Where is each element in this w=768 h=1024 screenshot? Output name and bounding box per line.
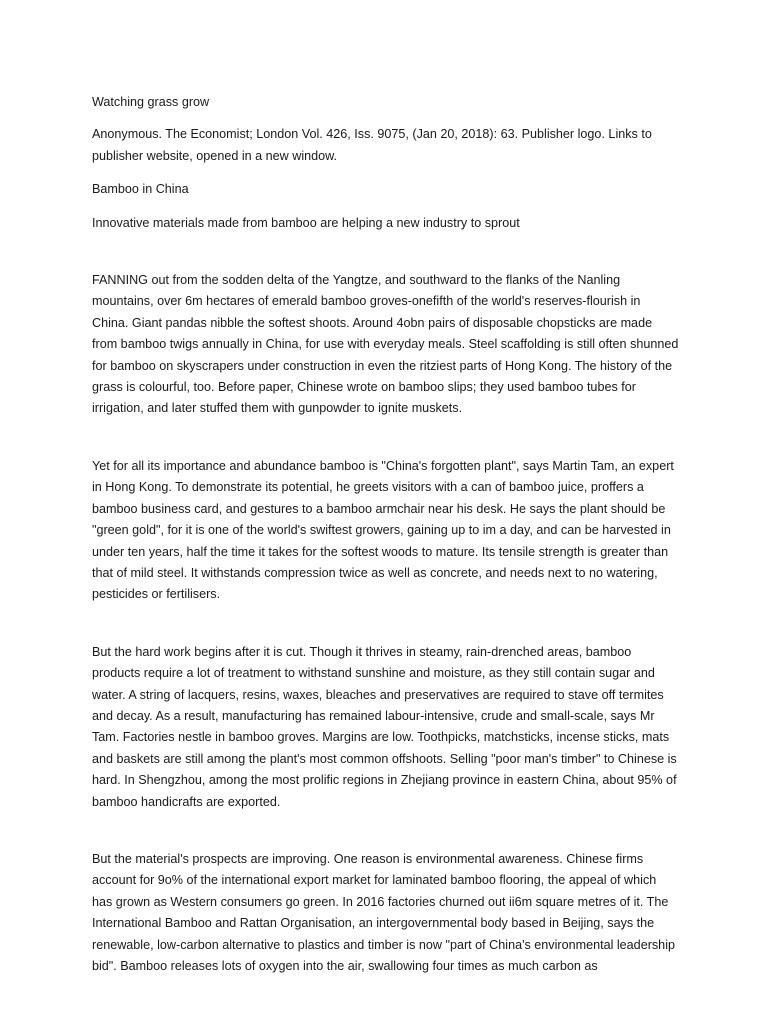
article-citation: Anonymous. The Economist; London Vol. 426, Iss. 9075, (Jan 20, 2018): 63. Publisher logo. Links to publisher website, opened in a new window.	[92, 127, 652, 163]
section-heading: Bamboo in China	[92, 182, 189, 197]
paragraph-1: FANNING out from the sodden delta of the Yangtze, and southward to the flanks of the Nanling mountains, over 6m hectares of emerald bamboo groves-onefifth of the world's reserves-flourish in China. Giant pandas nibble the softest shoots. Around 4obn pairs of disposable chopsticks are made from bamboo twigs annually in China, for use with everyday meals. Steel scaffolding is still often shunned for bamboo on skyscrapers under construction in even the ritziest parts of Hong Kong. The history of the grass is colourful, too. Before paper, Chinese wrote on bamboo slips; they used bamboo tubes for irrigation, and later stuffed them with gunpowder to ignite muskets.	[92, 273, 679, 416]
article-title: Watching grass grow	[92, 95, 210, 109]
paragraph-2: Yet for all its importance and abundance bamboo is "China's forgotten plant", says Martin Tam, an expert in Hong Kong. To demonstrate its potential, he greets visitors with a can of bamboo juice, proffers a bamboo business card, and gestures to a bamboo armchair near his desk. He says the plant should be "green gold", for it is one of the world's swiftest growers, gaining up to im a day, and can be harvested in under ten years, half the time it takes for the softest woods to mature. Its tensile strength is greater than that of mild steel. It withstands compression twice as well as concrete, and needs next to no watering, pesticides or fertilisers.	[92, 458, 674, 602]
article-standfirst: Innovative materials made from bamboo are helping a new industry to sprout	[92, 215, 520, 230]
paragraph-4: But the material's prospects are improving. One reason is environmental awareness. Chinese firms account for 9o% of the international export market for laminated bamboo flooring, the appeal of which has grown as Western consumers go green. In 2016 factories churned out ii6m square metres of it. The International Bamboo and Rattan Organisation, an intergovernmental body based in Beijing, says the renewable, low-carbon alternative to plastics and timber is now "part of China's environmental leadership bid". Bamboo releases lots of oxygen into the air, swallowing four times as much carbon as	[92, 851, 675, 973]
paragraph-3: But the hard work begins after it is cut. Though it thrives in steamy, rain-drenched areas, bamboo products require a lot of treatment to withstand sunshine and moisture, as they still contain sugar and water. A string of lacquers, resins, waxes, bleaches and preservatives are required to stave off termites and decay. As a result, manufacturing has remained labour-intensive, crude and small-scale, says Mr Tam. Factories nestle in bamboo groves. Margins are low. Toothpicks, matchsticks, incense sticks, mats and baskets are still among the plant's most common offshoots. Selling "poor man's timber" to Chinese is hard. In Shengzhou, among the most prolific regions in Zhejiang province in eastern China, about 95% of bamboo handicrafts are exported.	[92, 644, 677, 809]
